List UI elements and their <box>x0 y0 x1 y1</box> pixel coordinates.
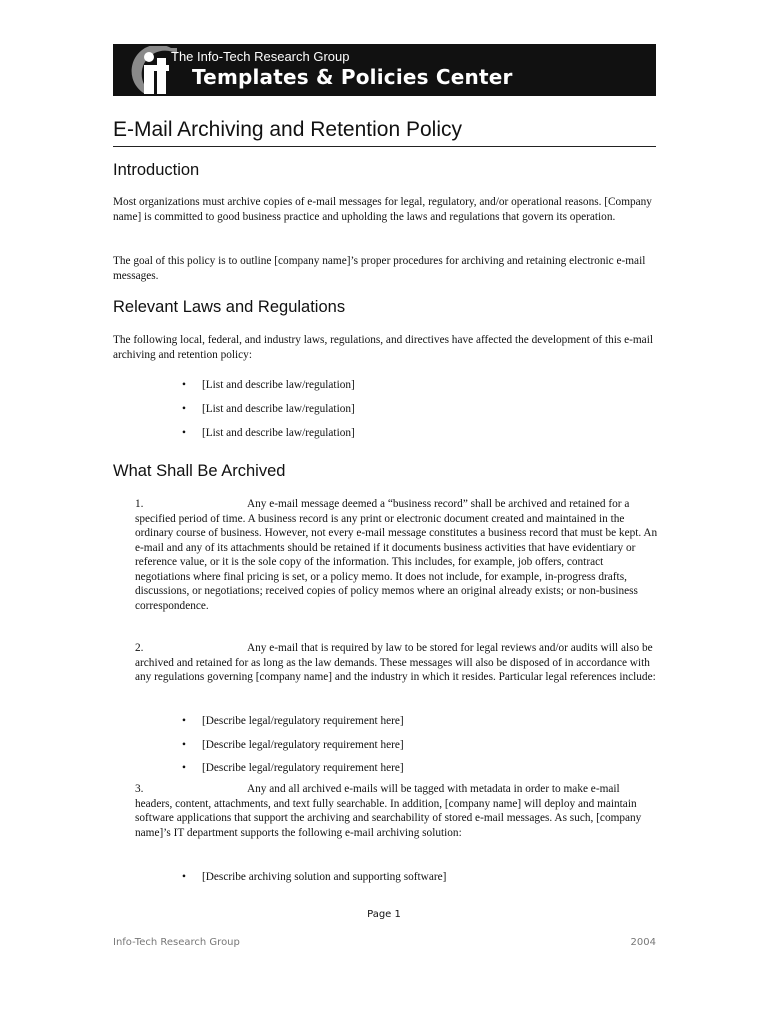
footer-org: Info-Tech Research Group <box>113 937 240 948</box>
list-item-text: [List and describe law/regulation] <box>202 379 355 391</box>
heading-relevant-laws: Relevant Laws and Regulations <box>113 298 346 316</box>
list-item <box>182 402 355 417</box>
bullet-icon: • <box>182 762 186 774</box>
laws-paragraph: The following local, federal, and industry laws, regulations, and directives have affected the development of this e-mail archiving and retention policy: <box>113 334 653 361</box>
intro-paragraph-2: The goal of this policy is to outline [company name]’s proper procedures for archiving and retaining electronic e-mail messages. <box>113 255 646 282</box>
numbered-item-2 <box>135 641 658 685</box>
list-item <box>182 714 404 729</box>
banner-org-name: The Info-Tech Research Group <box>171 49 350 64</box>
list-item <box>182 378 355 393</box>
bullet-icon: • <box>182 403 186 415</box>
bullet-icon: • <box>182 427 186 439</box>
item-number: 2. <box>135 642 144 654</box>
numbered-item-1 <box>135 497 658 613</box>
list-item-text: [Describe archiving solution and supporting software] <box>202 871 447 883</box>
list-item <box>182 426 355 441</box>
title-divider <box>113 146 656 147</box>
item-text: Any and all archived e-mails will be tagged with metadata in order to make e-mail headers, content, attachments, and text fully searchable. In addition, [company name] will deploy and maintain software applications that support the archiving and searchability of stored e-mail messages. As such, [company name]’s IT department supports the following e-mail archiving solution: <box>135 783 642 839</box>
list-item-text: [List and describe law/regulation] <box>202 403 355 415</box>
footer-year: 2004 <box>630 937 656 948</box>
list-item-text: [Describe legal/regulatory requirement here] <box>202 739 404 751</box>
list-item <box>182 738 404 753</box>
heading-introduction: Introduction <box>113 161 200 179</box>
intro-paragraph-1: Most organizations must archive copies of e-mail messages for legal, regulatory, and/or operational reasons. [Company name] is committed to good business practice and upholding the laws and regulations that govern its operation. <box>113 196 652 223</box>
bullet-icon: • <box>182 379 186 391</box>
bullet-icon: • <box>182 871 186 883</box>
item-number: 3. <box>135 783 144 795</box>
list-item <box>182 761 404 776</box>
item-text: Any e-mail that is required by law to be stored for legal reviews and/or audits will also be archived and retained for as long as the law demands. These messages will also be disposed of in accordance with any regulations governing [company name] and the industry in which it resides. Particular legal references include: <box>135 642 656 683</box>
item-number: 1. <box>135 498 144 510</box>
list-item-text: [Describe legal/regulatory requirement here] <box>202 762 404 774</box>
header-banner <box>113 44 656 96</box>
it-logo-icon <box>125 46 177 94</box>
bullet-icon: • <box>182 739 186 751</box>
numbered-item-3 <box>135 782 658 840</box>
list-item <box>182 870 446 885</box>
banner-center-name: Templates & Policies Center <box>192 65 513 89</box>
item-text: Any e-mail message deemed a “business record” shall be archived and retained for a specified period of time. A business record is any print or electronic document created and maintained in the ordinary course of business. However, not every e-mail message constitutes a business record that must be kept. An e-mail and any of its attachments should be retained if it documents business activities that have evidentiary or reference value, or it is the sole copy of the information. This includes, for example, job offers, contract negotiations where final pricing is set, or a policy memo. It does not include, for example, in-progress drafts, discussions, or negotiations; received copies of policy memos where an original already exists; or non-business correspondence. <box>135 498 658 612</box>
document-title: E-Mail Archiving and Retention Policy <box>113 118 463 141</box>
list-item-text: [List and describe law/regulation] <box>202 427 355 439</box>
list-item-text: [Describe legal/regulatory requirement here] <box>202 715 404 727</box>
heading-what-shall-be-archived: What Shall Be Archived <box>113 462 286 480</box>
bullet-icon: • <box>182 715 186 727</box>
page-number: Page 1 <box>367 909 401 920</box>
